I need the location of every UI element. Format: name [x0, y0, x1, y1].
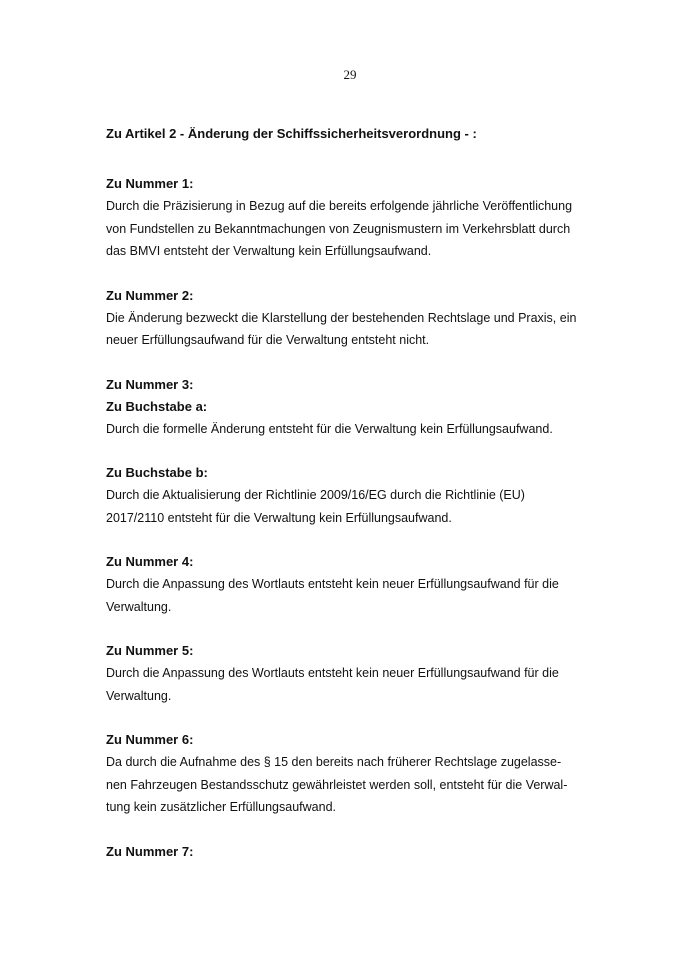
text-line: Durch die formelle Änderung entsteht für die Verwaltung kein Erfüllungsaufwand. — [106, 421, 553, 436]
section-text — [106, 573, 586, 618]
section-title: Zu Nummer 3: — [106, 376, 194, 392]
text-line: das BMVI entsteht der Verwaltung kein Erfüllungsaufwand. — [106, 244, 432, 258]
section-nummer-7 — [106, 841, 586, 863]
section-subtitle: Zu Buchstabe a: — [106, 398, 208, 414]
section-title: Zu Nummer 7: — [106, 843, 194, 859]
section-nummer-5 — [106, 640, 586, 707]
text-line: neuer Erfüllungsaufwand für die Verwaltung entsteht nicht. — [106, 333, 430, 347]
section-nummer-2 — [106, 285, 586, 352]
section-text — [106, 418, 586, 441]
text-line: Die Änderung bezweckt die Klarstellung der bestehenden Rechtslage und Praxis, ein — [106, 310, 577, 325]
section-text — [106, 484, 586, 529]
text-line: Verwaltung. — [106, 599, 172, 614]
section-buchstabe-b — [106, 462, 586, 529]
text-line: tung kein zusätzlicher Erfüllungsaufwand. — [106, 800, 336, 814]
section-text — [106, 195, 586, 263]
section-text — [106, 662, 586, 707]
text-line: Durch die Präzisierung in Bezug auf die bereits erfolgende jährliche Veröffentlichung — [106, 199, 573, 213]
section-nummer-3 — [106, 374, 586, 441]
section-nummer-4 — [106, 551, 586, 618]
section-nummer-1 — [106, 173, 586, 263]
section-title: Zu Nummer 4: — [106, 554, 194, 569]
section-title: Zu Nummer 6: — [106, 732, 194, 747]
section-title: Zu Nummer 5: — [106, 643, 194, 658]
page-number: 29 — [343, 67, 357, 82]
section-title: Zu Buchstabe b: — [106, 465, 208, 480]
text-line: nen Fahrzeugen Bestandsschutz gewährleistet werden soll, entsteht für die Verwal- — [106, 777, 568, 792]
text-line: von Fundstellen zu Bekanntmachungen von Zeugnismustern im Verkehrsblatt durch — [106, 221, 571, 236]
section-text — [106, 751, 586, 819]
text-line: Da durch die Aufnahme des § 15 den bereits nach früherer Rechtslage zugelasse- — [106, 755, 562, 769]
section-title: Zu Nummer 2: — [106, 287, 194, 303]
text-line: Verwaltung. — [106, 688, 172, 703]
section-text — [106, 307, 586, 352]
section-nummer-6 — [106, 729, 586, 819]
document-body — [106, 124, 586, 863]
text-line: Durch die Aktualisierung der Richtlinie 2009/16/EG durch die Richtlinie (EU) — [106, 488, 525, 502]
text-line: 2017/2110 entsteht für die Verwaltung kein Erfüllungsaufwand. — [106, 510, 452, 525]
document-heading: Zu Artikel 2 - Änderung der Schiffssicherheitsverordnung - : — [106, 126, 477, 141]
text-line: Durch die Anpassung des Wortlauts entsteht kein neuer Erfüllungsaufwand für die — [106, 666, 559, 680]
text-line: Durch die Anpassung des Wortlauts entsteht kein neuer Erfüllungsaufwand für die — [106, 577, 559, 591]
section-title: Zu Nummer 1: — [106, 176, 194, 191]
